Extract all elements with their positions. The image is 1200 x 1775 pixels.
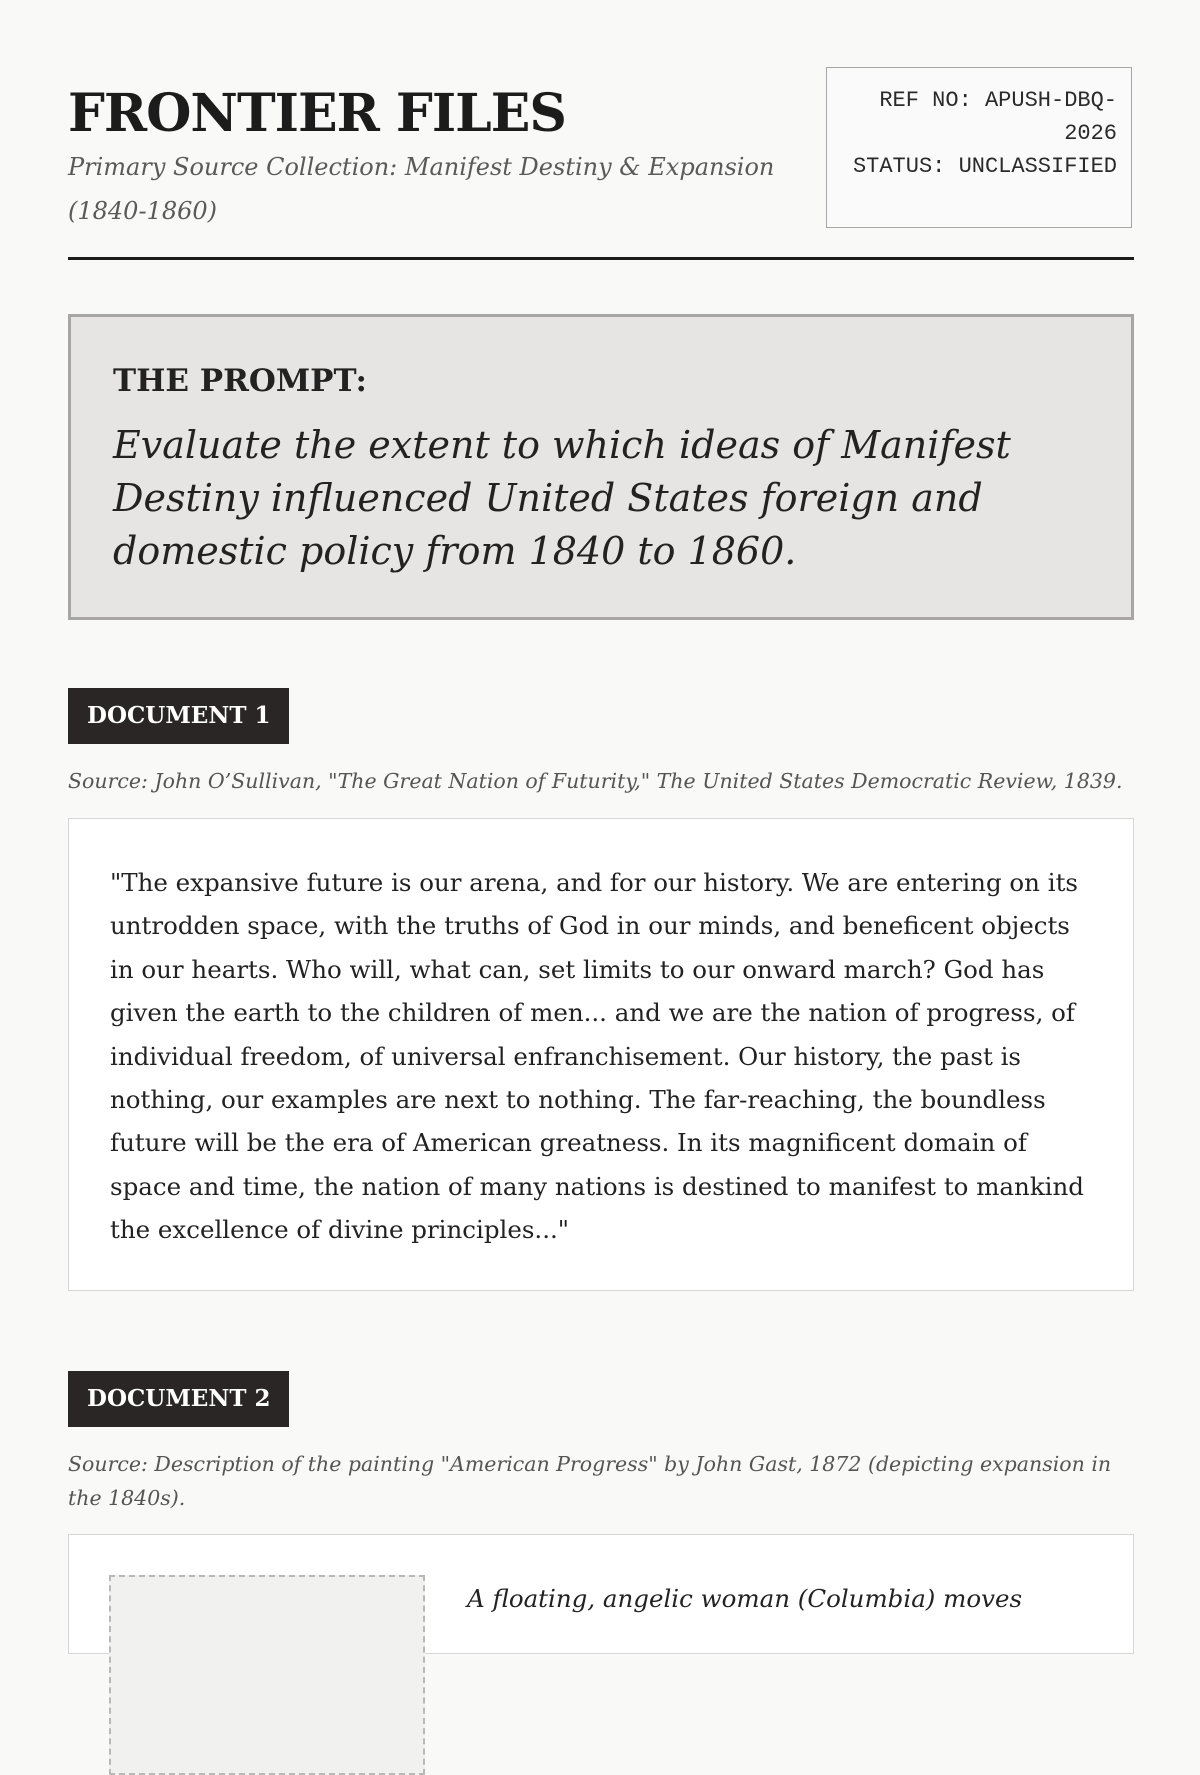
prompt-text: Evaluate the extent to which ideas of Manifest Destiny influenced United States foreign and domestic policy from 1840 to 1860. bbox=[113, 423, 1011, 573]
page-title: FRONTIER FILES bbox=[68, 83, 566, 144]
status-label: STATUS: UNCLASSIFIED bbox=[852, 154, 1117, 179]
document-1-source: Source: John O’Sullivan, "The Great Nation of Futurity," The United States Democratic Review, 1839. bbox=[68, 769, 1123, 793]
reference-box bbox=[826, 67, 1132, 228]
prompt-label: THE PROMPT: bbox=[113, 363, 367, 399]
prompt-box bbox=[68, 314, 1134, 620]
document-2-text: A floating, angelic woman (Columbia) moves bbox=[467, 1584, 1023, 1613]
document-2-tag: DOCUMENT 2 bbox=[68, 1371, 289, 1427]
ref-number: REF NO: APUSH-DBQ-2026 bbox=[879, 88, 1117, 146]
document-2-source: Source: Description of the painting "American Progress" by John Gast, 1872 (depicting expansion in the 1840s). bbox=[68, 1452, 1112, 1510]
header-divider bbox=[68, 257, 1134, 260]
painting-image-placeholder bbox=[109, 1575, 425, 1775]
header bbox=[68, 0, 1134, 261]
document-1-body bbox=[68, 818, 1134, 1291]
document-1-tag: DOCUMENT 1 bbox=[68, 688, 289, 744]
document-2-body bbox=[68, 1534, 1134, 1654]
document-1-text: "The expansive future is our arena, and for our history. We are entering on its untrodden space, with the truths of God in our minds, and beneficent objects in our hearts. Who will, what can, set limits to our onward march? God has given the earth to the children of men... and we are the nation of progress, of individual freedom, of universal enfranchisement. Our history, the past is nothing, our examples are next to nothing. The far-reaching, the boundless future will be the era of American greatness. In its magnificent domain of space and time, the nation of many nations is destined to manifest to mankind the excellence of divine principles..." bbox=[110, 868, 1084, 1245]
page-subtitle: Primary Source Collection: Manifest Destiny & Expansion (1840-1860) bbox=[68, 153, 775, 225]
document-2-content bbox=[69, 1535, 1133, 1653]
page bbox=[68, 0, 1134, 1613]
